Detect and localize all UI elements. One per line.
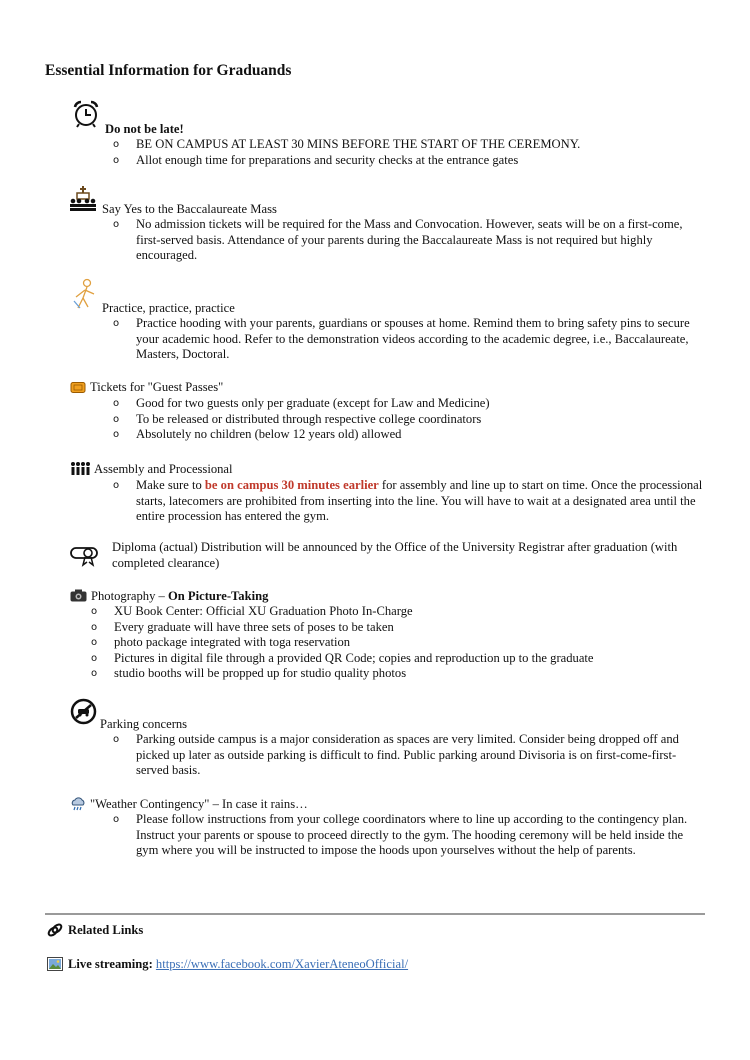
- ticket-icon: [70, 381, 86, 394]
- live-streaming-label: Live streaming:: [68, 957, 153, 971]
- no-parking-icon: [70, 698, 97, 725]
- section-heading: Photography – On Picture-Taking: [91, 589, 269, 603]
- list-item: o Every graduate will have three sets of poses to be taken: [91, 619, 394, 634]
- list-item: o To be released or distributed through respective college coordinators: [113, 411, 482, 426]
- section-heading: Practice, practice, practice: [102, 301, 235, 315]
- list-item: o Pictures in digital file through a provided QR Code; copies and reproduction up to the graduate: [91, 650, 594, 665]
- rain-cloud-icon: [70, 797, 86, 812]
- list-item: o BE ON CAMPUS AT LEAST 30 MINS BEFORE THE START OF THE CEREMONY.: [113, 137, 581, 151]
- graduate-figure-icon: [70, 278, 100, 312]
- section-heading: "Weather Contingency" – In case it rains…: [90, 797, 308, 811]
- link-icon: [46, 922, 64, 939]
- church-icon: [68, 185, 98, 213]
- bullet-list: [113, 396, 706, 443]
- list-item: o Good for two guests only per graduate (except for Law and Medicine): [113, 396, 490, 410]
- bullet-list: [113, 812, 706, 859]
- divider: [45, 913, 705, 915]
- bullet-list: [91, 604, 704, 682]
- bullet-list: [113, 217, 706, 264]
- list-item: o XU Book Center: Official XU Graduation Photo In-Charge: [91, 604, 413, 618]
- page-title: Essential Information for Graduands: [45, 62, 292, 79]
- alarm-clock-icon: [72, 100, 100, 128]
- list-item: o No admission tickets will be required for the Mass and Convocation. However, seats will be on a first-come, first-served basis. Attendance of your parents during the Baccalaureate Mass is not required but highly encouraged.: [113, 217, 683, 262]
- bullet-list: [113, 316, 706, 363]
- related-links-heading: Related Links: [68, 923, 144, 937]
- bullet-list: [113, 732, 706, 779]
- list-item: o Parking outside campus is a major consideration as spaces are very limited. Consider being dropped off and picked up later as outside parking is difficult to find. Public parking around Divisoria is on first-come-first-served basis.: [113, 732, 679, 777]
- section-heading: Parking concerns: [100, 717, 188, 731]
- list-item: o studio booths will be propped up for studio quality photos: [91, 666, 407, 680]
- image-icon: [47, 957, 63, 971]
- section-heading: Say Yes to the Baccalaureate Mass: [102, 202, 277, 216]
- section-heading: Do not be late!: [105, 122, 184, 136]
- list-item: o Absolutely no children (below 12 years old) allowed: [113, 427, 402, 441]
- facebook-link[interactable]: https://www.facebook.com/XavierAteneoOfficial/: [155, 957, 409, 971]
- list-item: o Please follow instructions from your college coordinators where to line up according to the contingency plan. Instruct your parents or spouse to proceed directly to the gym. The hooding ceremony will be held inside the gym where you will be instructed to impose the hoods upon yourselves without the help of parents.: [113, 812, 688, 857]
- list-item: o photo package integrated with toga reservation: [91, 635, 351, 649]
- list-item: o Make sure to be on campus 30 minutes earlier for assembly and line up to start on time. Once the processional starts, latecomers are prohibited from inserting into the line. You will have to wait at a designated area until the entire procession has entered the gym.: [113, 478, 703, 523]
- camera-icon: [70, 589, 87, 602]
- people-icon: [70, 461, 90, 475]
- list-item: o Practice hooding with your parents, guardians or spouses at home. Remind them to bring safety pins to secure your academic hood. Refer to the demonstration videos according to the academic degree, i.e., Baccalaureate, Masters, Doctoral.: [113, 316, 690, 361]
- section-heading: Diploma (actual) Distribution will be announced by the Office of the University Registrar after graduation (with completed clearance): [112, 540, 678, 570]
- bullet-list: [113, 137, 706, 168]
- bullet-list: [113, 478, 706, 525]
- section-heading: Assembly and Processional: [94, 462, 233, 476]
- section-heading: Tickets for "Guest Passes": [90, 380, 224, 394]
- diploma-icon: [68, 543, 100, 567]
- list-item: o Allot enough time for preparations and security checks at the entrance gates: [113, 152, 519, 167]
- live-streaming-line: [68, 957, 408, 972]
- highlight-text: be on campus 30 minutes earlier: [204, 478, 379, 492]
